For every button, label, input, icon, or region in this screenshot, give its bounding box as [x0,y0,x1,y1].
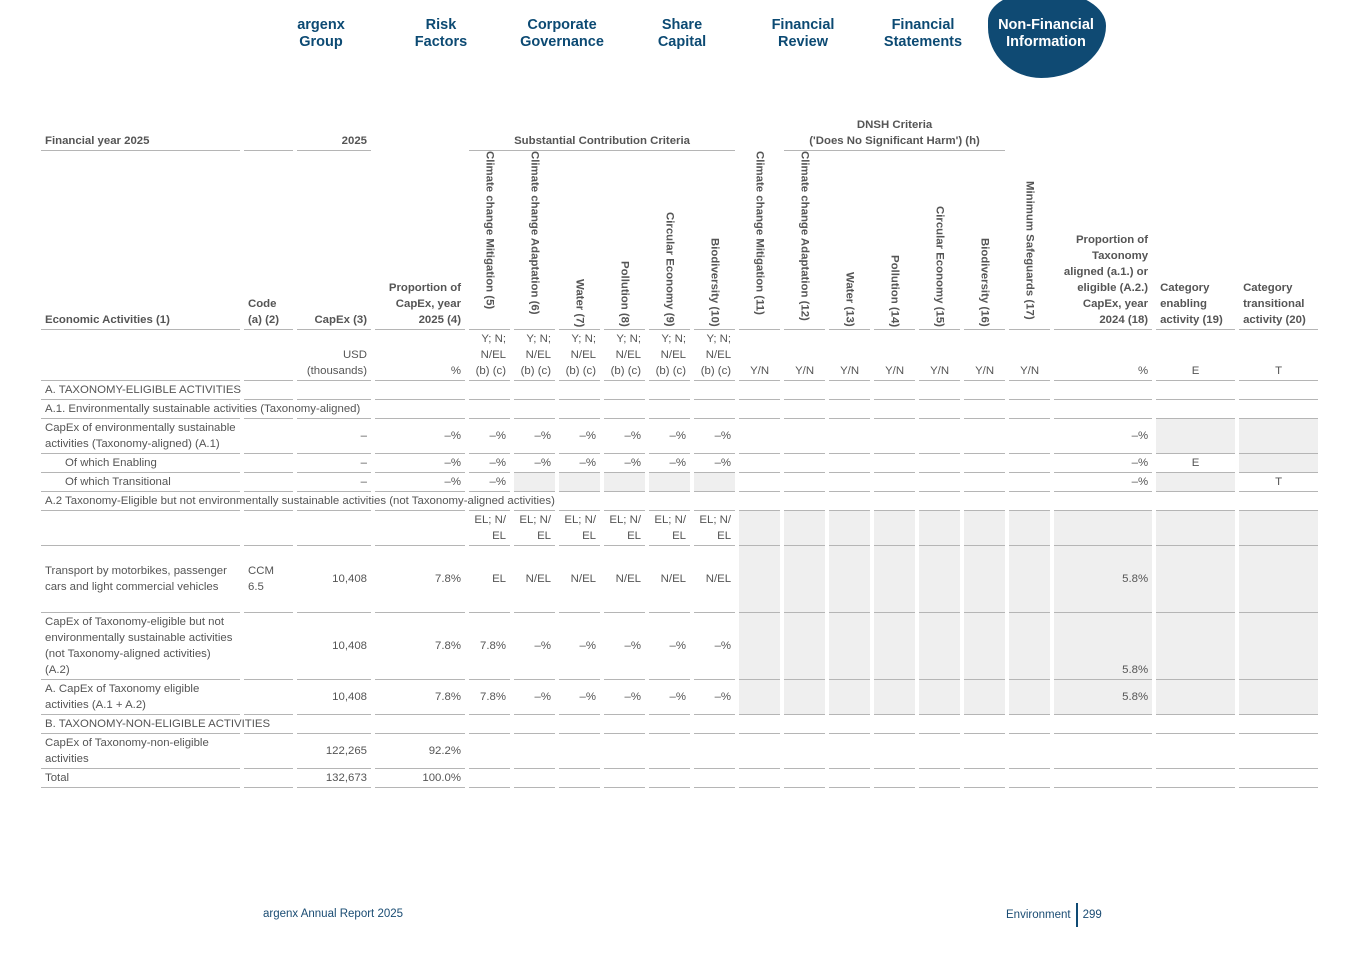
section-row [41,381,1318,400]
col-sc-adaptation: Climate change Adaptation (6) [514,151,555,330]
nav-non-financial-information[interactable]: Non-Financial Information [998,17,1094,50]
col-dnsh-circular: Circular Economy (15) [919,151,960,330]
unit-sc: Y; N; N/EL (b) (c) [559,330,600,381]
unit-sc: Y; N; N/EL (b) (c) [469,330,510,381]
unit-dnsh: Y/N [1009,330,1050,381]
taxonomy-capex-table [37,116,1322,788]
row-label: Of which Enabling [41,454,240,473]
col-sc-pollution: Pollution (8) [604,151,645,330]
col-sc-biodiversity: Biodiversity (10) [694,151,735,330]
financial-year-label: Financial year 2025 [41,116,240,151]
table-row: CapEx of Taxonomy-eligible but not environmentally sustainable activities (not Taxonomy-aligned activities) (A.2) 10,408 7.8% 7.8% –% –% –% –% –% 5.8% [41,613,1318,680]
col-dnsh-adaptation: Climate change Adaptation (12) [784,151,825,330]
units-row [41,330,1318,381]
unit-proportion: % [375,330,465,381]
unit-transitional: T [1239,330,1318,381]
nav-financial-statements[interactable]: Financial Statements [883,17,963,50]
unit-capex: USD (thousands) [297,330,371,381]
col-proportion-2024: Proportion of Taxonomy aligned (a.1.) or eligible (A.2.) CapEx, year 2024 (18) [1054,151,1152,330]
table-row-total: Total 132,673 100.0% [41,769,1318,788]
unit-enabling: E [1156,330,1235,381]
year-label: 2025 [297,116,371,151]
footer-report-title: argenx Annual Report 2025 [263,908,404,920]
table-row: CapEx of Taxonomy-non-eligible activities 122,265 92.2% [41,734,1318,769]
row-label: CapEx of Taxonomy-eligible but not environmentally sustainable activities (not Taxonomy-aligned activities) (A.2) [41,613,240,680]
table-row: Transport by motorbikes, passenger cars and light commercial vehicles CCM 6.5 10,408 7.8% EL N/EL N/EL N/EL N/EL N/EL 5.8% [41,546,1318,613]
col-code: Code (a) (2) [244,151,293,330]
nav-risk-factors[interactable]: Risk Factors [414,17,468,50]
col-capex: CapEx (3) [297,151,371,330]
unit-sc: Y; N; N/EL (b) (c) [694,330,735,381]
table-row: Of which Transitional – –% –% –% T [41,473,1318,492]
unit-dnsh: Y/N [829,330,870,381]
table-row-total-a: A. CapEx of Taxonomy eligible activities (A.1 + A.2) 10,408 7.8% 7.8% –% –% –% –% –% 5.8% [41,680,1318,715]
nav-argenx-group[interactable]: argenx Group [297,17,345,50]
header-row-columns [41,151,1318,330]
section-a-title: A. TAXONOMY-ELIGIBLE ACTIVITIES [41,381,240,400]
col-dnsh-mitigation: Climate change Mitigation (11) [739,151,780,330]
col-proportion: Proportion of CapEx, year 2025 (4) [375,151,465,330]
substantial-criteria-header: Substantial Contribution Criteria [469,116,735,151]
unit-proportion-2024: % [1054,330,1152,381]
unit-sc: Y; N; N/EL (b) (c) [604,330,645,381]
col-sc-water: Water (7) [559,151,600,330]
col-dnsh-biodiversity: Biodiversity (16) [964,151,1005,330]
row-label: A. CapEx of Taxonomy eligible activities (A.1 + A.2) [41,680,240,715]
footer-divider [1076,903,1078,927]
dnsh-criteria-header: DNSH Criteria ('Does No Significant Harm') (h) [784,116,1005,151]
col-enabling: Category enabling activity (19) [1156,151,1235,330]
nav-share-capital[interactable]: Share Capital [657,17,707,50]
unit-sc: Y; N; N/EL (b) (c) [649,330,690,381]
section-row [41,492,1318,511]
section-a1-title: A.1. Environmentally sustainable activities (Taxonomy-aligned) [41,400,240,419]
col-economic-activities: Economic Activities (1) [41,151,240,330]
col-minimum-safeguards: Minimum Safeguards (17) [1009,151,1050,330]
unit-dnsh: Y/N [919,330,960,381]
col-sc-circular: Circular Economy (9) [649,151,690,330]
col-dnsh-pollution: Pollution (14) [874,151,915,330]
section-b-title: B. TAXONOMY-NON-ELIGIBLE ACTIVITIES [41,715,240,734]
row-label: Total [41,769,240,788]
unit-sc: Y; N; N/EL (b) (c) [514,330,555,381]
row-label: CapEx of Taxonomy-non-eligible activities [41,734,240,769]
footer-section[interactable]: Environment [1006,909,1071,921]
section-a2-title: A.2 Taxonomy-Eligible but not environmentally sustainable activities (not Taxonomy-aligned activities) [41,492,240,511]
col-dnsh-water: Water (13) [829,151,870,330]
unit-dnsh: Y/N [964,330,1005,381]
top-navigation [0,0,1365,90]
section-row [41,715,1318,734]
unit-dnsh: Y/N [784,330,825,381]
table-row: EL; N/ EL EL; N/ EL EL; N/ EL EL; N/ EL EL; N/ EL EL; N/ EL [41,511,1318,546]
header-row-top [41,116,1318,151]
nav-financial-review[interactable]: Financial Review [771,17,835,50]
row-label: Transport by motorbikes, passenger cars and light commercial vehicles [41,546,240,613]
row-label: CapEx of environmentally sustainable activities (Taxonomy-aligned) (A.1) [41,419,240,454]
footer-page-number: 299 [1082,909,1102,921]
nav-corporate-governance[interactable]: Corporate Governance [520,17,604,50]
unit-dnsh: Y/N [874,330,915,381]
section-row [41,400,1318,419]
unit-dnsh: Y/N [739,330,780,381]
col-sc-mitigation: Climate change Mitigation (5) [469,151,510,330]
table-row: CapEx of environmentally sustainable activities (Taxonomy-aligned) (A.1) – –% –% –% –% –% –% –% –% [41,419,1318,454]
table-row: Of which Enabling – –% –% –% –% –% –% –% –% E [41,454,1318,473]
col-transitional: Category transitional activity (20) [1239,151,1318,330]
footer-page-info [1006,903,1102,927]
row-label: Of which Transitional [41,473,240,492]
